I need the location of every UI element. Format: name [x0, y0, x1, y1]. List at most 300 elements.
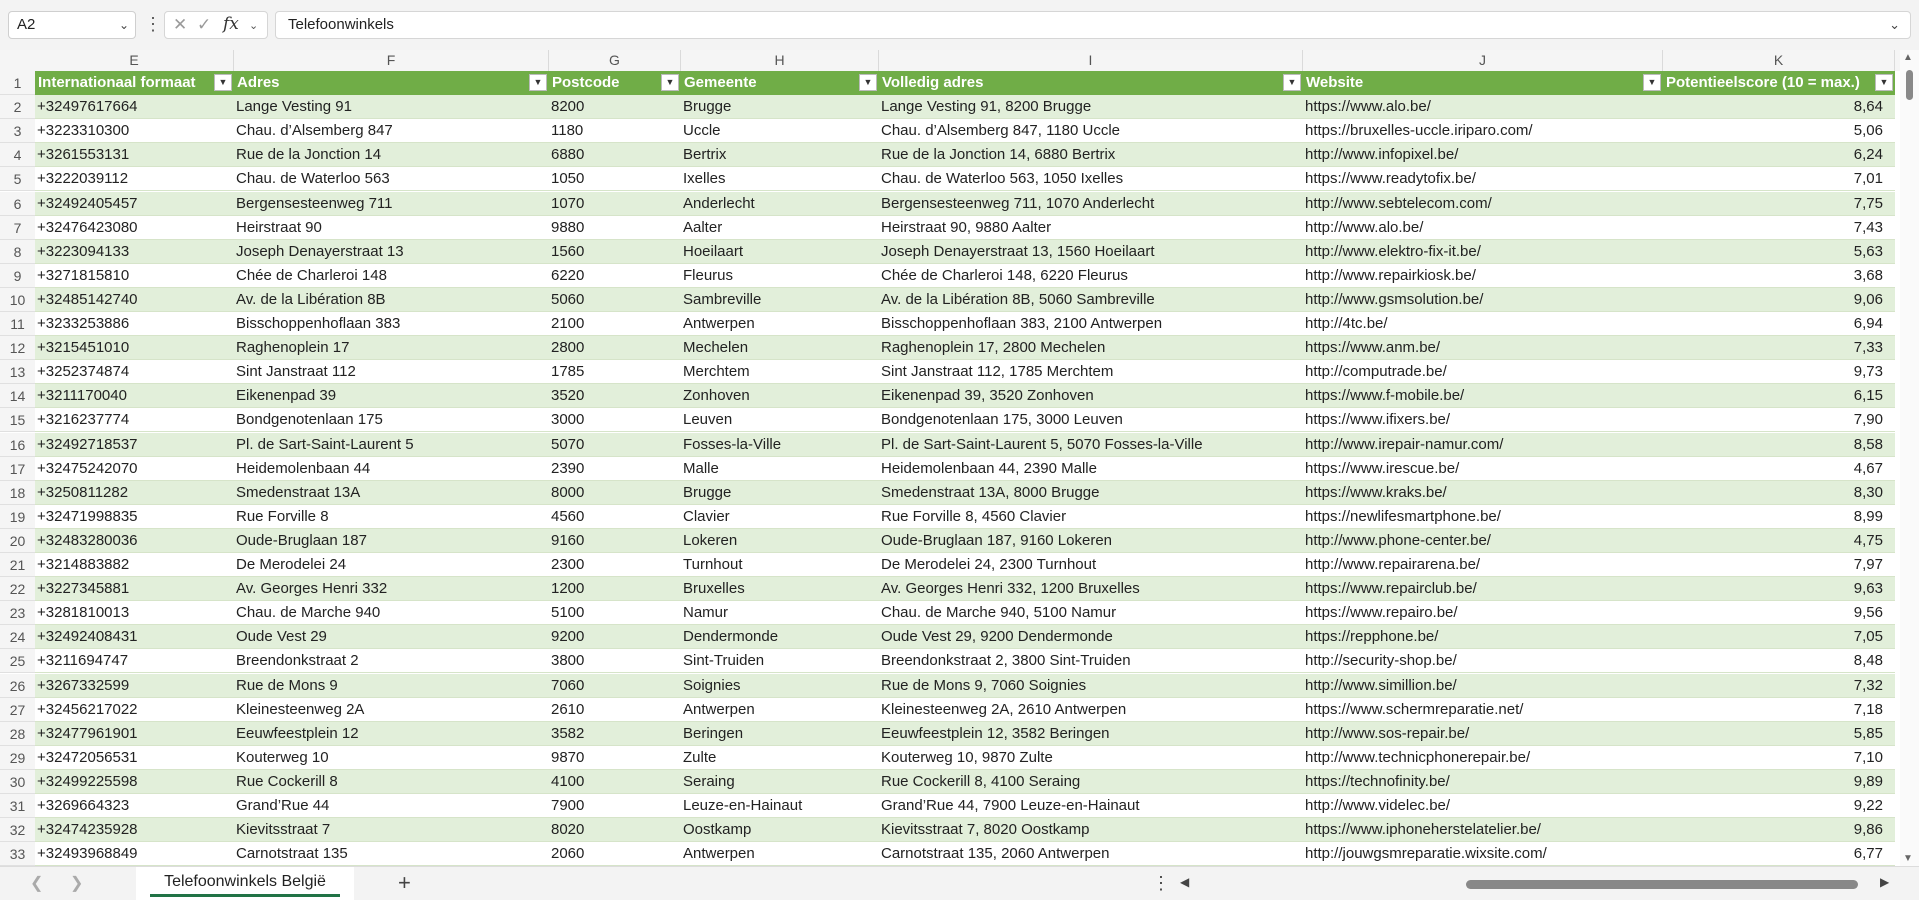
row-header[interactable]: 21	[0, 553, 35, 577]
row-header[interactable]: 30	[0, 770, 35, 794]
cell-postcode[interactable]: 4560	[551, 507, 585, 525]
cell-score[interactable]: 7,32	[1853, 676, 1883, 694]
cell-municipality[interactable]: Uccle	[683, 122, 721, 140]
cell-full-address[interactable]: Chau. de Marche 940, 5100 Namur	[881, 604, 1117, 622]
cell-full-address[interactable]: Av. Georges Henri 332, 1200 Bruxelles	[881, 580, 1140, 598]
cell-score[interactable]: 5,63	[1853, 242, 1883, 260]
filter-dropdown-icon[interactable]: ▼	[529, 74, 547, 91]
cell-municipality[interactable]: Aalter	[683, 218, 723, 236]
cell-municipality[interactable]: Brugge	[683, 483, 732, 501]
cell-international-format[interactable]: +32492718537	[37, 435, 138, 453]
cell-address[interactable]: Kleinesteenweg 2A	[236, 700, 365, 718]
cell-international-format[interactable]: +32499225598	[37, 772, 138, 790]
row-header[interactable]: 1	[0, 71, 35, 95]
filter-dropdown-icon[interactable]: ▼	[661, 74, 679, 91]
cell-postcode[interactable]: 1050	[551, 170, 585, 188]
cell-postcode[interactable]: 3582	[551, 724, 585, 742]
cell-postcode[interactable]: 3520	[551, 387, 585, 405]
cell-score[interactable]: 6,24	[1853, 146, 1883, 164]
cell-international-format[interactable]: +32492405457	[37, 194, 138, 212]
cell-municipality[interactable]: Bertrix	[683, 146, 727, 164]
cell-score[interactable]: 4,75	[1853, 531, 1883, 549]
cell-full-address[interactable]: Kievitsstraat 7, 8020 Oostkamp	[881, 821, 1090, 839]
scroll-up-icon[interactable]: ▲	[1903, 52, 1913, 63]
cell-postcode[interactable]: 2060	[551, 845, 585, 863]
cell-postcode[interactable]: 5070	[551, 435, 585, 453]
cell-website[interactable]: https://technofinity.be/	[1305, 772, 1450, 790]
cell-address[interactable]: Bisschoppenhoflaan 383	[236, 315, 401, 332]
cell-website[interactable]: https://www.f-mobile.be/	[1305, 387, 1465, 405]
horizontal-scrollbar[interactable]	[1196, 877, 1886, 889]
cell-international-format[interactable]: +3233253886	[37, 315, 130, 332]
cell-municipality[interactable]: Leuven	[683, 411, 733, 429]
formula-input[interactable]	[275, 11, 1911, 39]
cell-address[interactable]: Kouterweg 10	[236, 748, 329, 766]
cell-postcode[interactable]: 1200	[551, 580, 585, 598]
row-header[interactable]: 9	[0, 264, 35, 288]
cell-postcode[interactable]: 9870	[551, 748, 585, 766]
row-header[interactable]: 28	[0, 722, 35, 746]
cell-postcode[interactable]: 7060	[551, 676, 585, 694]
cell-website[interactable]: http://www.repairkiosk.be/	[1305, 266, 1476, 284]
cell-address[interactable]: Raghenoplein 17	[236, 339, 350, 357]
cell-score[interactable]: 5,85	[1853, 724, 1883, 742]
cell-postcode[interactable]: 2390	[551, 459, 585, 477]
cell-municipality[interactable]: Mechelen	[683, 339, 749, 357]
header-cell-address[interactable]: Adres	[237, 74, 280, 91]
column-header-e[interactable]: E	[35, 50, 234, 71]
row-header[interactable]: 25	[0, 649, 35, 673]
cell-postcode[interactable]: 2300	[551, 556, 585, 573]
cell-score[interactable]: 9,06	[1853, 290, 1883, 308]
cell-full-address[interactable]: Heirstraat 90, 9880 Aalter	[881, 218, 1052, 236]
cell-full-address[interactable]: Joseph Denayerstraat 13, 1560 Hoeilaart	[881, 242, 1155, 260]
cell-international-format[interactable]: +3214883882	[37, 556, 130, 573]
cell-international-format[interactable]: +3223094133	[37, 242, 130, 260]
cell-website[interactable]: https://www.repairclub.be/	[1305, 580, 1477, 598]
row-header[interactable]: 33	[0, 842, 35, 866]
chevron-down-icon[interactable]: ⌄	[118, 18, 129, 32]
cell-postcode[interactable]: 8200	[551, 98, 585, 116]
cell-address[interactable]: Lange Vesting 91	[236, 98, 352, 116]
cell-postcode[interactable]: 9200	[551, 628, 585, 646]
name-box[interactable]	[8, 11, 136, 39]
cell-score[interactable]: 5,06	[1853, 122, 1883, 140]
row-header[interactable]: 19	[0, 505, 35, 529]
cell-website[interactable]: http://security-shop.be/	[1305, 652, 1457, 670]
next-sheet-icon[interactable]: ❯	[70, 875, 84, 892]
cell-municipality[interactable]: Sambreville	[683, 290, 762, 308]
cell-address[interactable]: Oude-Bruglaan 187	[236, 531, 367, 549]
cell-address[interactable]: Sint Janstraat 112	[236, 363, 356, 381]
row-header[interactable]: 3	[0, 119, 35, 143]
column-header-j[interactable]: J	[1303, 50, 1663, 71]
cell-address[interactable]: Carnotstraat 135	[236, 845, 348, 863]
filter-dropdown-icon[interactable]: ▼	[214, 74, 232, 91]
header-cell-website[interactable]: Website	[1306, 74, 1364, 91]
cell-score[interactable]: 7,10	[1853, 748, 1883, 766]
cell-website[interactable]: http://www.videlec.be/	[1305, 797, 1451, 814]
cell-municipality[interactable]: Sint-Truiden	[683, 652, 765, 670]
cell-full-address[interactable]: Sint Janstraat 112, 1785 Merchtem	[881, 363, 1114, 381]
previous-sheet-icon[interactable]: ❮	[30, 875, 44, 892]
cell-website[interactable]: https://www.readytofix.be/	[1305, 170, 1476, 188]
cell-international-format[interactable]: +3211694747	[37, 652, 129, 670]
cell-postcode[interactable]: 6220	[551, 266, 585, 284]
cell-municipality[interactable]: Leuze-en-Hainaut	[683, 797, 803, 814]
cell-address[interactable]: Rue de Mons 9	[236, 676, 338, 694]
row-header[interactable]: 17	[0, 457, 35, 481]
cell-website[interactable]: http://www.elektro-fix-it.be/	[1305, 242, 1481, 260]
cell-municipality[interactable]: Seraing	[683, 772, 735, 790]
row-header[interactable]: 29	[0, 746, 35, 770]
scroll-left-icon[interactable]: ◀	[1180, 875, 1190, 889]
cell-score[interactable]: 7,01	[1853, 170, 1883, 188]
cell-postcode[interactable]: 9160	[551, 531, 585, 549]
row-header[interactable]: 4	[0, 143, 35, 167]
cell-website[interactable]: https://www.ifixers.be/	[1305, 411, 1451, 429]
cell-municipality[interactable]: Malle	[683, 459, 719, 477]
row-header[interactable]: 24	[0, 625, 35, 649]
cell-full-address[interactable]: Heidemolenbaan 44, 2390 Malle	[881, 459, 1097, 477]
cell-website[interactable]: https://repphone.be/	[1305, 628, 1439, 646]
cell-full-address[interactable]: Grand’Rue 44, 7900 Leuze-en-Hainaut	[881, 797, 1140, 814]
cell-website[interactable]: http://jouwgsmreparatie.wixsite.com/	[1305, 845, 1547, 863]
cell-score[interactable]: 9,86	[1853, 821, 1883, 839]
cell-score[interactable]: 6,94	[1853, 315, 1883, 332]
cell-municipality[interactable]: Antwerpen	[683, 315, 755, 332]
cell-postcode[interactable]: 8000	[551, 483, 585, 501]
row-header[interactable]: 22	[0, 577, 35, 601]
cell-website[interactable]: https://bruxelles-uccle.iriparo.com/	[1305, 122, 1533, 140]
cell-full-address[interactable]: Kouterweg 10, 9870 Zulte	[881, 748, 1053, 766]
scroll-right-icon[interactable]: ▶	[1880, 875, 1890, 889]
cell-municipality[interactable]: Antwerpen	[683, 700, 755, 718]
filter-dropdown-icon[interactable]: ▼	[859, 74, 877, 91]
cell-international-format[interactable]: +3227345881	[37, 580, 130, 598]
cell-address[interactable]: Eeuwfeestplein 12	[236, 724, 359, 742]
cell-score[interactable]: 8,58	[1853, 435, 1883, 453]
cell-website[interactable]: http://www.alo.be/	[1305, 218, 1424, 236]
cell-address[interactable]: Bergensesteenweg 711	[236, 194, 393, 212]
expand-formula-icon[interactable]: ⌄	[1889, 17, 1900, 32]
add-sheet-button[interactable]: +	[398, 870, 411, 895]
row-header[interactable]: 26	[0, 674, 35, 698]
row-header[interactable]: 14	[0, 384, 35, 408]
cell-international-format[interactable]: +32485142740	[37, 290, 138, 308]
cell-full-address[interactable]: Oude Vest 29, 9200 Dendermonde	[881, 628, 1113, 646]
cell-score[interactable]: 9,63	[1853, 580, 1883, 598]
cell-postcode[interactable]: 3000	[551, 411, 585, 429]
cell-score[interactable]: 9,73	[1853, 363, 1883, 381]
row-header[interactable]: 32	[0, 818, 35, 842]
cell-municipality[interactable]: Beringen	[683, 724, 744, 742]
cell-website[interactable]: https://www.iphoneherstelatelier.be/	[1305, 821, 1541, 839]
cell-municipality[interactable]: Bruxelles	[683, 580, 745, 598]
row-header[interactable]: 12	[0, 336, 35, 360]
cell-address[interactable]: Rue Cockerill 8	[236, 772, 338, 790]
cell-postcode[interactable]: 2800	[551, 339, 585, 357]
column-header-h[interactable]: H	[681, 50, 879, 71]
cell-address[interactable]: Pl. de Sart-Saint-Laurent 5	[236, 435, 414, 453]
cell-address[interactable]: Heidemolenbaan 44	[236, 459, 371, 477]
confirm-icon[interactable]: ✓	[197, 15, 212, 34]
cell-score[interactable]: 7,18	[1853, 700, 1883, 718]
cell-international-format[interactable]: +3267332599	[37, 676, 130, 694]
cell-full-address[interactable]: Bondgenotenlaan 175, 3000 Leuven	[881, 411, 1123, 429]
row-header[interactable]: 6	[0, 192, 35, 216]
row-header[interactable]: 31	[0, 794, 35, 818]
cell-municipality[interactable]: Oostkamp	[683, 821, 752, 839]
more-options-icon[interactable]: ⋮	[144, 14, 162, 34]
column-header-i[interactable]: I	[879, 50, 1303, 71]
cell-address[interactable]: Bondgenotenlaan 175	[236, 411, 383, 429]
cell-municipality[interactable]: Dendermonde	[683, 628, 779, 646]
cell-score[interactable]: 4,67	[1853, 459, 1883, 477]
row-header[interactable]: 18	[0, 481, 35, 505]
cell-municipality[interactable]: Zonhoven	[683, 387, 750, 405]
sheet-tab-telefoonwinkels-belgie[interactable]	[136, 867, 354, 900]
cell-address[interactable]: Av. de la Libération 8B	[236, 290, 386, 308]
cell-score[interactable]: 8,48	[1853, 652, 1883, 670]
filter-dropdown-icon[interactable]: ▼	[1643, 74, 1661, 91]
cell-international-format[interactable]: +3250811282	[37, 483, 129, 501]
row-header[interactable]: 16	[0, 433, 35, 457]
cell-website[interactable]: https://www.alo.be/	[1305, 98, 1431, 116]
cell-postcode[interactable]: 9880	[551, 218, 585, 236]
cell-municipality[interactable]: Merchtem	[683, 363, 750, 381]
cell-international-format[interactable]: +32471998835	[37, 507, 138, 525]
row-header[interactable]: 15	[0, 408, 35, 432]
cell-full-address[interactable]: Rue Cockerill 8, 4100 Seraing	[881, 772, 1081, 790]
cell-full-address[interactable]: Bergensesteenweg 711, 1070 Anderlecht	[881, 194, 1155, 212]
cell-website[interactable]: http://4tc.be/	[1305, 315, 1388, 332]
cell-full-address[interactable]: De Merodelei 24, 2300 Turnhout	[881, 556, 1097, 573]
row-header[interactable]: 2	[0, 95, 35, 119]
cell-international-format[interactable]: +32483280036	[37, 531, 138, 549]
header-cell-full-address[interactable]: Volledig adres	[882, 74, 984, 91]
cell-full-address[interactable]: Lange Vesting 91, 8200 Brugge	[881, 98, 1092, 116]
cell-score[interactable]: 8,99	[1853, 507, 1883, 525]
cell-postcode[interactable]: 4100	[551, 772, 585, 790]
cell-full-address[interactable]: Oude-Bruglaan 187, 9160 Lokeren	[881, 531, 1113, 549]
row-header[interactable]: 20	[0, 529, 35, 553]
horizontal-scroll-thumb[interactable]	[1466, 880, 1858, 889]
cell-international-format[interactable]: +3271815810	[37, 266, 130, 284]
cell-address[interactable]: Eikenenpad 39	[236, 387, 337, 405]
cell-international-format[interactable]: +3215451010	[37, 339, 130, 357]
cell-website[interactable]: http://www.repairarena.be/	[1305, 556, 1481, 573]
filter-dropdown-icon[interactable]: ▼	[1875, 74, 1893, 91]
chevron-down-icon[interactable]: ⌄	[249, 20, 259, 32]
cell-score[interactable]: 8,64	[1853, 98, 1883, 116]
header-cell-international-format[interactable]: Internationaal formaat	[38, 74, 196, 91]
cell-full-address[interactable]: Carnotstraat 135, 2060 Antwerpen	[881, 845, 1110, 863]
cell-postcode[interactable]: 2100	[551, 315, 585, 332]
cell-municipality[interactable]: Brugge	[683, 98, 732, 116]
cell-score[interactable]: 3,68	[1853, 266, 1883, 284]
cell-score[interactable]: 9,89	[1853, 772, 1883, 790]
row-header[interactable]: 27	[0, 698, 35, 722]
cell-score[interactable]: 7,43	[1853, 218, 1883, 236]
filter-dropdown-icon[interactable]: ▼	[1283, 74, 1301, 91]
cell-international-format[interactable]: +32493968849	[37, 845, 138, 863]
cell-score[interactable]: 6,77	[1853, 845, 1883, 863]
cell-postcode[interactable]: 3800	[551, 652, 585, 670]
cell-score[interactable]: 7,90	[1853, 411, 1883, 429]
column-header-k[interactable]: K	[1663, 50, 1895, 71]
cell-address[interactable]: Smedenstraat 13A	[236, 483, 361, 501]
cell-full-address[interactable]: Rue de Mons 9, 7060 Soignies	[881, 676, 1087, 694]
cell-website[interactable]: https://www.anm.be/	[1305, 339, 1441, 357]
cell-score[interactable]: 9,56	[1853, 604, 1883, 622]
header-cell-municipality[interactable]: Gemeente	[684, 74, 757, 91]
cell-website[interactable]: https://www.kraks.be/	[1305, 483, 1447, 501]
cell-international-format[interactable]: +3222039112	[37, 170, 129, 188]
cell-international-format[interactable]: +3269664323	[37, 797, 130, 814]
cell-international-format[interactable]: +32477961901	[37, 724, 138, 742]
cell-website[interactable]: http://www.phone-center.be/	[1305, 531, 1491, 549]
row-header[interactable]: 23	[0, 601, 35, 625]
cell-international-format[interactable]: +3252374874	[37, 363, 130, 381]
cell-website[interactable]: http://www.simillion.be/	[1305, 676, 1457, 694]
cell-address[interactable]: Av. Georges Henri 332	[236, 580, 388, 598]
cell-full-address[interactable]: Av. de la Libération 8B, 5060 Sambreville	[881, 290, 1155, 308]
cell-website[interactable]: https://www.schermreparatie.net/	[1305, 700, 1524, 718]
cell-municipality[interactable]: Turnhout	[683, 556, 743, 573]
vertical-scroll-thumb[interactable]	[1906, 70, 1913, 100]
cell-address[interactable]: Breendonkstraat 2	[236, 652, 359, 670]
cell-postcode[interactable]: 1180	[551, 122, 584, 140]
cell-postcode[interactable]: 7900	[551, 797, 585, 814]
cell-address[interactable]: Chau. de Waterloo 563	[236, 170, 390, 188]
column-header-g[interactable]: G	[549, 50, 681, 71]
cell-full-address[interactable]: Chée de Charleroi 148, 6220 Fleurus	[881, 266, 1128, 284]
column-header-f[interactable]: F	[234, 50, 549, 71]
cell-score[interactable]: 8,30	[1853, 483, 1883, 501]
row-header[interactable]: 11	[0, 312, 35, 336]
cell-municipality[interactable]: Anderlecht	[683, 194, 755, 212]
cell-international-format[interactable]: +32497617664	[37, 98, 138, 116]
row-header[interactable]: 10	[0, 288, 35, 312]
cell-website[interactable]: http://computrade.be/	[1305, 363, 1447, 381]
cell-website[interactable]: http://www.infopixel.be/	[1305, 146, 1459, 164]
row-header[interactable]: 7	[0, 216, 35, 240]
cell-website[interactable]: http://www.technicphonerepair.be/	[1305, 748, 1531, 766]
cell-postcode[interactable]: 2610	[551, 700, 585, 718]
row-header[interactable]: 5	[0, 167, 35, 191]
more-options-icon[interactable]: ⋮	[1152, 873, 1170, 893]
cell-full-address[interactable]: Pl. de Sart-Saint-Laurent 5, 5070 Fosses-la-Ville	[881, 435, 1203, 453]
cell-address[interactable]: Chau. d’Alsemberg 847	[236, 122, 393, 140]
cell-address[interactable]: Oude Vest 29	[236, 628, 327, 646]
cell-postcode[interactable]: 6880	[551, 146, 585, 164]
cell-address[interactable]: Grand’Rue 44	[236, 797, 330, 814]
cell-postcode[interactable]: 1785	[551, 363, 585, 381]
cell-website[interactable]: https://newlifesmartphone.be/	[1305, 507, 1501, 525]
cell-municipality[interactable]: Fleurus	[683, 266, 734, 284]
cell-international-format[interactable]: +3211170040	[37, 387, 127, 405]
cell-international-format[interactable]: +3281810013	[37, 604, 130, 622]
cell-international-format[interactable]: +32492408431	[37, 628, 138, 646]
cell-international-format[interactable]: +3223310300	[37, 122, 130, 140]
scroll-down-icon[interactable]: ▼	[1903, 853, 1913, 864]
cell-international-format[interactable]: +32456217022	[37, 700, 138, 718]
cell-postcode[interactable]: 1560	[551, 242, 585, 260]
cell-postcode[interactable]: 5060	[551, 290, 585, 308]
cell-international-format[interactable]: +3261553131	[37, 146, 130, 164]
cell-score[interactable]: 6,15	[1853, 387, 1883, 405]
cell-full-address[interactable]: Breendonkstraat 2, 3800 Sint-Truiden	[881, 652, 1131, 670]
cell-website[interactable]: http://www.gsmsolution.be/	[1305, 290, 1484, 308]
cell-full-address[interactable]: Chau. d’Alsemberg 847, 1180 Uccle	[881, 122, 1121, 140]
cell-municipality[interactable]: Soignies	[683, 676, 741, 694]
cell-full-address[interactable]: Smedenstraat 13A, 8000 Brugge	[881, 483, 1100, 501]
row-header[interactable]: 8	[0, 240, 35, 264]
cell-website[interactable]: http://www.sebtelecom.com/	[1305, 194, 1492, 212]
cell-full-address[interactable]: Eikenenpad 39, 3520 Zonhoven	[881, 387, 1094, 405]
cell-municipality[interactable]: Fosses-la-Ville	[683, 435, 782, 453]
cell-address[interactable]: Rue de la Jonction 14	[236, 146, 382, 164]
cell-postcode[interactable]: 5100	[551, 604, 585, 622]
cell-score[interactable]: 7,33	[1853, 339, 1883, 357]
cell-website[interactable]: https://www.repairo.be/	[1305, 604, 1458, 622]
cell-municipality[interactable]: Zulte	[683, 748, 717, 766]
cell-address[interactable]: Chée de Charleroi 148	[236, 266, 387, 284]
cell-full-address[interactable]: Rue de la Jonction 14, 6880 Bertrix	[881, 146, 1116, 164]
cell-municipality[interactable]: Lokeren	[683, 531, 738, 549]
cell-international-format[interactable]: +3216237774	[37, 411, 130, 429]
cell-website[interactable]: http://www.sos-repair.be/	[1305, 724, 1470, 742]
vertical-scrollbar[interactable]	[1900, 50, 1919, 866]
cell-full-address[interactable]: Chau. de Waterloo 563, 1050 Ixelles	[881, 170, 1124, 188]
cell-municipality[interactable]: Ixelles	[683, 170, 726, 188]
cancel-icon[interactable]: ✕	[173, 15, 188, 34]
cell-postcode[interactable]: 8020	[551, 821, 585, 839]
cell-full-address[interactable]: Raghenoplein 17, 2800 Mechelen	[881, 339, 1106, 357]
cell-international-format[interactable]: +32474235928	[37, 821, 138, 839]
header-cell-score[interactable]: Potentieelscore (10 = max.)	[1666, 74, 1860, 91]
cell-full-address[interactable]: Eeuwfeestplein 12, 3582 Beringen	[881, 724, 1110, 742]
cell-international-format[interactable]: +32472056531	[37, 748, 138, 766]
cell-website[interactable]: http://www.irepair-namur.com/	[1305, 435, 1504, 453]
cell-full-address[interactable]: Kleinesteenweg 2A, 2610 Antwerpen	[881, 700, 1127, 718]
header-cell-postcode[interactable]: Postcode	[552, 74, 620, 91]
insert-function-icon[interactable]: fx	[223, 14, 239, 34]
cell-score[interactable]: 7,05	[1853, 628, 1883, 646]
cell-municipality[interactable]: Antwerpen	[683, 845, 755, 863]
cell-postcode[interactable]: 1070	[551, 194, 585, 212]
cell-full-address[interactable]: Rue Forville 8, 4560 Clavier	[881, 507, 1067, 525]
cell-address[interactable]: Heirstraat 90	[236, 218, 322, 236]
cell-full-address[interactable]: Bisschoppenhoflaan 383, 2100 Antwerpen	[881, 315, 1163, 332]
cell-address[interactable]: Rue Forville 8	[236, 507, 329, 525]
cell-website[interactable]: https://www.irescue.be/	[1305, 459, 1460, 477]
row-header[interactable]: 13	[0, 360, 35, 384]
cell-municipality[interactable]: Namur	[683, 604, 729, 622]
cell-international-format[interactable]: +32476423080	[37, 218, 138, 236]
cell-score[interactable]: 7,75	[1853, 194, 1883, 212]
cell-address[interactable]: Joseph Denayerstraat 13	[236, 242, 404, 260]
cell-score[interactable]: 9,22	[1853, 797, 1883, 814]
cell-address[interactable]: Kievitsstraat 7	[236, 821, 331, 839]
cell-international-format[interactable]: +32475242070	[37, 459, 138, 477]
cell-municipality[interactable]: Hoeilaart	[683, 242, 744, 260]
cell-address[interactable]: Chau. de Marche 940	[236, 604, 381, 622]
cell-address[interactable]: De Merodelei 24	[236, 556, 347, 573]
cell-score[interactable]: 7,97	[1853, 556, 1883, 573]
cell-municipality[interactable]: Clavier	[683, 507, 730, 525]
